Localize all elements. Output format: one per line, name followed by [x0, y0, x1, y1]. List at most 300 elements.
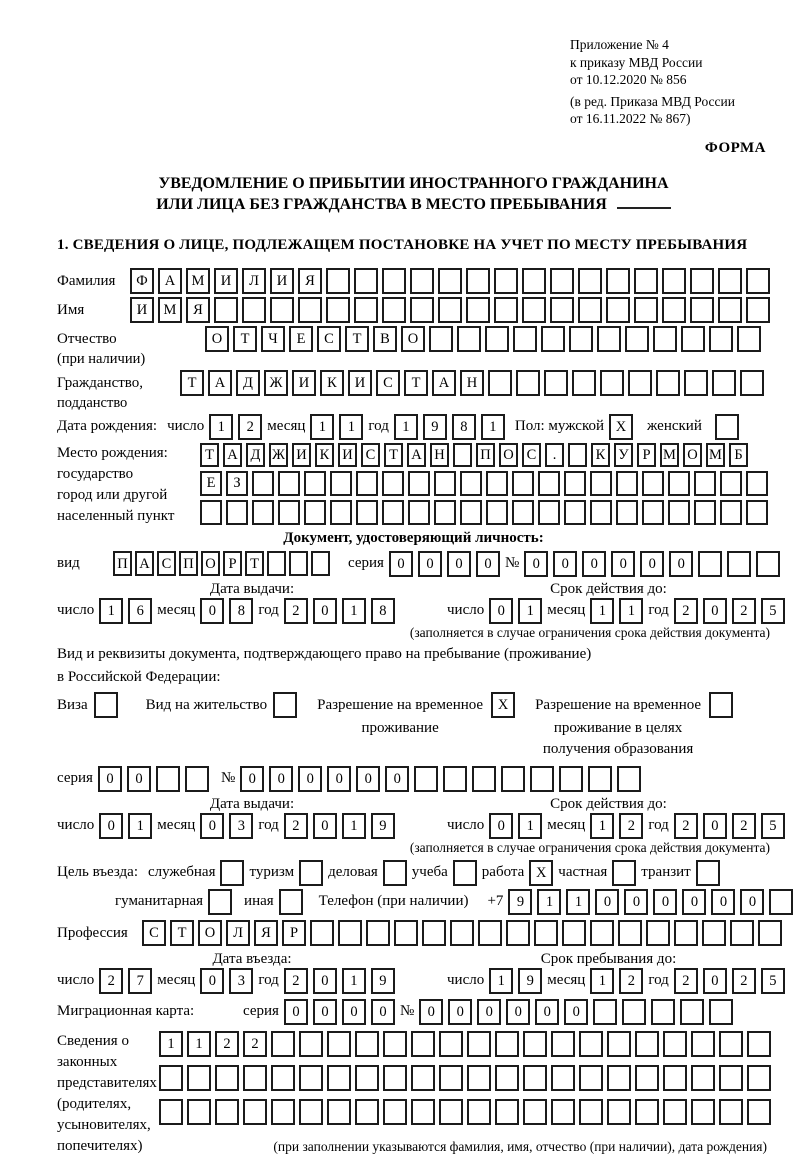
char-box[interactable]: 5	[761, 813, 785, 839]
char-box[interactable]: 2	[238, 414, 262, 440]
char-box[interactable]: Б	[729, 443, 748, 467]
char-box[interactable]	[578, 297, 602, 323]
char-box[interactable]	[226, 500, 248, 525]
char-box[interactable]: 2	[243, 1031, 267, 1057]
char-box[interactable]	[453, 860, 477, 886]
char-box[interactable]: Р	[223, 551, 242, 576]
char-box[interactable]	[327, 1065, 351, 1091]
char-box[interactable]	[252, 500, 274, 525]
char-box[interactable]: В	[373, 326, 397, 352]
char-box[interactable]: X	[491, 692, 515, 718]
char-box[interactable]	[634, 297, 658, 323]
purpose-private-checkbox[interactable]	[612, 860, 636, 886]
phone-field[interactable]	[508, 889, 793, 915]
char-box[interactable]	[271, 1031, 295, 1057]
char-box[interactable]	[635, 1031, 659, 1057]
char-box[interactable]	[579, 1031, 603, 1057]
stay-month-field[interactable]	[590, 968, 643, 994]
char-box[interactable]	[600, 370, 624, 396]
char-box[interactable]: 9	[518, 968, 542, 994]
char-box[interactable]: И	[338, 443, 357, 467]
char-box[interactable]	[516, 370, 540, 396]
char-box[interactable]	[635, 1099, 659, 1125]
char-box[interactable]	[289, 551, 308, 576]
char-box[interactable]: 0	[477, 999, 501, 1025]
char-box[interactable]	[208, 889, 232, 915]
char-box[interactable]: А	[208, 370, 232, 396]
char-box[interactable]	[488, 370, 512, 396]
char-box[interactable]	[719, 1065, 743, 1091]
char-box[interactable]: 0	[682, 889, 706, 915]
char-box[interactable]: Ж	[264, 370, 288, 396]
entry-year-field[interactable]	[284, 968, 395, 994]
char-box[interactable]: К	[315, 443, 334, 467]
identity-issue-day[interactable]	[99, 598, 152, 624]
char-box[interactable]	[355, 1099, 379, 1125]
purpose-humanitarian-checkbox[interactable]	[208, 889, 232, 915]
char-box[interactable]	[720, 471, 742, 496]
char-box[interactable]	[494, 297, 518, 323]
char-box[interactable]	[617, 766, 641, 792]
char-box[interactable]: 0	[524, 551, 548, 577]
char-box[interactable]: 0	[703, 813, 727, 839]
char-box[interactable]	[159, 1099, 183, 1125]
char-box[interactable]	[356, 471, 378, 496]
char-box[interactable]: 0	[476, 551, 500, 577]
residence-expiry-month[interactable]	[590, 813, 643, 839]
char-box[interactable]	[299, 1099, 323, 1125]
char-box[interactable]	[438, 297, 462, 323]
char-box[interactable]	[590, 500, 612, 525]
char-box[interactable]: 0	[200, 813, 224, 839]
char-box[interactable]: Т	[404, 370, 428, 396]
char-box[interactable]: 0	[447, 551, 471, 577]
char-box[interactable]	[382, 471, 404, 496]
char-box[interactable]	[310, 920, 334, 946]
purpose-official-checkbox[interactable]	[220, 860, 244, 886]
char-box[interactable]	[382, 297, 406, 323]
char-box[interactable]: М	[660, 443, 679, 467]
char-box[interactable]: Л	[226, 920, 250, 946]
char-box[interactable]: Ф	[130, 268, 154, 294]
char-box[interactable]: 1	[537, 889, 561, 915]
birth-place-field-row1[interactable]	[200, 443, 768, 467]
char-box[interactable]: С	[317, 326, 341, 352]
char-box[interactable]: 1	[481, 414, 505, 440]
char-box[interactable]: Т	[170, 920, 194, 946]
residence-issue-month[interactable]	[200, 813, 253, 839]
char-box[interactable]	[694, 471, 716, 496]
char-box[interactable]: 0	[653, 889, 677, 915]
char-box[interactable]	[691, 1031, 715, 1057]
char-box[interactable]	[590, 471, 612, 496]
char-box[interactable]	[668, 471, 690, 496]
char-box[interactable]	[740, 370, 764, 396]
char-box[interactable]	[681, 326, 705, 352]
char-box[interactable]: 0	[342, 999, 366, 1025]
char-box[interactable]	[663, 1065, 687, 1091]
char-box[interactable]	[408, 500, 430, 525]
char-box[interactable]: 2	[619, 968, 643, 994]
char-box[interactable]	[769, 889, 793, 915]
char-box[interactable]: 0	[506, 999, 530, 1025]
char-box[interactable]	[220, 860, 244, 886]
char-box[interactable]	[634, 268, 658, 294]
residence-issue-day[interactable]	[99, 813, 152, 839]
visa-checkbox[interactable]	[94, 692, 118, 718]
char-box[interactable]: 1	[566, 889, 590, 915]
doc-number-field[interactable]	[524, 551, 780, 577]
char-box[interactable]	[495, 1099, 519, 1125]
char-box[interactable]: 1	[187, 1031, 211, 1057]
char-box[interactable]	[612, 860, 636, 886]
char-box[interactable]	[550, 297, 574, 323]
char-box[interactable]: С	[157, 551, 176, 576]
residence-permit-checkbox[interactable]	[273, 692, 297, 718]
given-name-field[interactable]	[130, 297, 770, 323]
char-box[interactable]: И	[270, 268, 294, 294]
char-box[interactable]	[719, 1099, 743, 1125]
char-box[interactable]	[513, 326, 537, 352]
char-box[interactable]	[327, 1099, 351, 1125]
char-box[interactable]	[327, 1031, 351, 1057]
char-box[interactable]	[271, 1099, 295, 1125]
char-box[interactable]	[200, 500, 222, 525]
char-box[interactable]	[467, 1031, 491, 1057]
char-box[interactable]: 0	[269, 766, 293, 792]
char-box[interactable]	[278, 500, 300, 525]
char-box[interactable]	[355, 1065, 379, 1091]
char-box[interactable]: Я	[186, 297, 210, 323]
profession-field[interactable]	[142, 920, 782, 946]
char-box[interactable]: Т	[180, 370, 204, 396]
char-box[interactable]	[187, 1065, 211, 1091]
char-box[interactable]	[330, 500, 352, 525]
char-box[interactable]	[411, 1065, 435, 1091]
char-box[interactable]	[156, 766, 180, 792]
char-box[interactable]	[383, 1031, 407, 1057]
char-box[interactable]: У	[614, 443, 633, 467]
char-box[interactable]: Д	[236, 370, 260, 396]
char-box[interactable]: 0	[582, 551, 606, 577]
birth-place-field-row3[interactable]	[200, 500, 768, 525]
char-box[interactable]	[512, 500, 534, 525]
char-box[interactable]	[394, 920, 418, 946]
char-box[interactable]: 0	[200, 598, 224, 624]
representatives-field-row1[interactable]	[159, 1031, 771, 1057]
char-box[interactable]	[564, 471, 586, 496]
char-box[interactable]	[578, 268, 602, 294]
char-box[interactable]: З	[226, 471, 248, 496]
char-box[interactable]: 9	[508, 889, 532, 915]
char-box[interactable]	[243, 1065, 267, 1091]
char-box[interactable]	[616, 500, 638, 525]
identity-issue-year[interactable]	[284, 598, 395, 624]
char-box[interactable]	[271, 1065, 295, 1091]
residence-expiry-year[interactable]	[674, 813, 785, 839]
char-box[interactable]	[569, 326, 593, 352]
migration-number-field[interactable]	[419, 999, 733, 1025]
char-box[interactable]	[606, 297, 630, 323]
char-box[interactable]: Н	[430, 443, 449, 467]
char-box[interactable]: 9	[371, 968, 395, 994]
char-box[interactable]: Н	[460, 370, 484, 396]
char-box[interactable]: К	[591, 443, 610, 467]
char-box[interactable]: Ч	[261, 326, 285, 352]
char-box[interactable]	[299, 860, 323, 886]
char-box[interactable]	[439, 1099, 463, 1125]
char-box[interactable]: 0	[640, 551, 664, 577]
char-box[interactable]	[338, 920, 362, 946]
char-box[interactable]	[606, 268, 630, 294]
char-box[interactable]	[572, 370, 596, 396]
char-box[interactable]	[720, 500, 742, 525]
char-box[interactable]	[746, 297, 770, 323]
char-box[interactable]: 0	[703, 598, 727, 624]
char-box[interactable]: П	[179, 551, 198, 576]
char-box[interactable]	[541, 326, 565, 352]
char-box[interactable]: 1	[310, 414, 334, 440]
char-box[interactable]: С	[522, 443, 541, 467]
char-box[interactable]	[727, 551, 751, 577]
char-box[interactable]	[354, 268, 378, 294]
char-box[interactable]	[472, 766, 496, 792]
char-box[interactable]: 0	[740, 889, 764, 915]
char-box[interactable]	[718, 268, 742, 294]
char-box[interactable]	[215, 1099, 239, 1125]
char-box[interactable]	[698, 551, 722, 577]
char-box[interactable]	[486, 500, 508, 525]
char-box[interactable]	[663, 1031, 687, 1057]
char-box[interactable]: И	[292, 370, 316, 396]
char-box[interactable]	[354, 297, 378, 323]
char-box[interactable]: М	[706, 443, 725, 467]
char-box[interactable]: 1	[590, 598, 614, 624]
char-box[interactable]: 0	[389, 551, 413, 577]
char-box[interactable]: 9	[371, 813, 395, 839]
char-box[interactable]	[485, 326, 509, 352]
char-box[interactable]: .	[545, 443, 564, 467]
char-box[interactable]	[564, 500, 586, 525]
doc-series-field[interactable]	[389, 551, 500, 577]
stay-year-field[interactable]	[674, 968, 785, 994]
char-box[interactable]	[544, 370, 568, 396]
char-box[interactable]	[215, 1065, 239, 1091]
char-box[interactable]: Я	[298, 268, 322, 294]
char-box[interactable]: 2	[674, 813, 698, 839]
char-box[interactable]: 5	[761, 598, 785, 624]
temp-residence-checkbox[interactable]	[491, 692, 515, 718]
char-box[interactable]: X	[609, 414, 633, 440]
char-box[interactable]: 0	[240, 766, 264, 792]
char-box[interactable]: 0	[553, 551, 577, 577]
char-box[interactable]: Е	[289, 326, 313, 352]
char-box[interactable]: 0	[284, 999, 308, 1025]
char-box[interactable]: 0	[313, 999, 337, 1025]
char-box[interactable]: 0	[313, 813, 337, 839]
char-box[interactable]	[538, 500, 560, 525]
char-box[interactable]	[439, 1031, 463, 1057]
char-box[interactable]	[635, 1065, 659, 1091]
char-box[interactable]: О	[499, 443, 518, 467]
char-box[interactable]	[410, 297, 434, 323]
char-box[interactable]	[422, 920, 446, 946]
purpose-business-checkbox[interactable]	[383, 860, 407, 886]
char-box[interactable]	[429, 326, 453, 352]
identity-issue-month[interactable]	[200, 598, 253, 624]
char-box[interactable]	[383, 860, 407, 886]
char-box[interactable]	[411, 1099, 435, 1125]
char-box[interactable]: И	[214, 268, 238, 294]
char-box[interactable]	[618, 920, 642, 946]
char-box[interactable]: 1	[518, 813, 542, 839]
char-box[interactable]	[299, 1065, 323, 1091]
char-box[interactable]	[453, 443, 472, 467]
char-box[interactable]: 0	[385, 766, 409, 792]
char-box[interactable]	[668, 500, 690, 525]
char-box[interactable]: 2	[732, 968, 756, 994]
char-box[interactable]	[702, 920, 726, 946]
char-box[interactable]	[616, 471, 638, 496]
char-box[interactable]: 0	[489, 813, 513, 839]
char-box[interactable]	[408, 471, 430, 496]
char-box[interactable]	[355, 1031, 379, 1057]
char-box[interactable]: 1	[159, 1031, 183, 1057]
char-box[interactable]: Д	[246, 443, 265, 467]
char-box[interactable]	[273, 692, 297, 718]
char-box[interactable]	[382, 268, 406, 294]
char-box[interactable]	[538, 471, 560, 496]
char-box[interactable]: О	[683, 443, 702, 467]
identity-expiry-day[interactable]	[489, 598, 542, 624]
char-box[interactable]	[691, 1099, 715, 1125]
char-box[interactable]	[278, 471, 300, 496]
sex-female-checkbox[interactable]	[715, 414, 739, 440]
char-box[interactable]	[718, 297, 742, 323]
patronymic-field[interactable]	[205, 326, 761, 352]
char-box[interactable]: 1	[128, 813, 152, 839]
residence-issue-year[interactable]	[284, 813, 395, 839]
char-box[interactable]	[642, 500, 664, 525]
char-box[interactable]: 2	[619, 813, 643, 839]
char-box[interactable]: 1	[99, 598, 123, 624]
char-box[interactable]	[523, 1031, 547, 1057]
char-box[interactable]	[298, 297, 322, 323]
char-box[interactable]	[467, 1099, 491, 1125]
char-box[interactable]	[709, 692, 733, 718]
char-box[interactable]	[495, 1065, 519, 1091]
char-box[interactable]: Л	[242, 268, 266, 294]
sex-male-checkbox[interactable]	[609, 414, 633, 440]
char-box[interactable]	[715, 414, 739, 440]
char-box[interactable]: 8	[371, 598, 395, 624]
char-box[interactable]	[551, 1099, 575, 1125]
char-box[interactable]	[438, 268, 462, 294]
char-box[interactable]	[674, 920, 698, 946]
identity-expiry-month[interactable]	[590, 598, 643, 624]
char-box[interactable]: 1	[619, 598, 643, 624]
char-box[interactable]	[628, 370, 652, 396]
char-box[interactable]: 0	[418, 551, 442, 577]
char-box[interactable]	[758, 920, 782, 946]
char-box[interactable]: М	[158, 297, 182, 323]
char-box[interactable]	[522, 297, 546, 323]
char-box[interactable]: 3	[229, 968, 253, 994]
char-box[interactable]: 0	[611, 551, 635, 577]
char-box[interactable]	[382, 500, 404, 525]
purpose-transit-checkbox[interactable]	[696, 860, 720, 886]
char-box[interactable]	[696, 860, 720, 886]
birth-year-field[interactable]	[394, 414, 505, 440]
char-box[interactable]	[495, 1031, 519, 1057]
char-box[interactable]	[680, 999, 704, 1025]
char-box[interactable]: Р	[282, 920, 306, 946]
char-box[interactable]	[662, 268, 686, 294]
char-box[interactable]	[607, 1031, 631, 1057]
char-box[interactable]	[747, 1065, 771, 1091]
char-box[interactable]: Е	[200, 471, 222, 496]
char-box[interactable]: 2	[674, 598, 698, 624]
representatives-field-row3[interactable]	[159, 1099, 771, 1125]
char-box[interactable]: 1	[339, 414, 363, 440]
char-box[interactable]: 0	[419, 999, 443, 1025]
char-box[interactable]: 7	[128, 968, 152, 994]
char-box[interactable]: 1	[342, 598, 366, 624]
char-box[interactable]: И	[130, 297, 154, 323]
char-box[interactable]	[656, 370, 680, 396]
char-box[interactable]	[709, 326, 733, 352]
char-box[interactable]: 0	[371, 999, 395, 1025]
char-box[interactable]	[466, 297, 490, 323]
char-box[interactable]	[663, 1099, 687, 1125]
char-box[interactable]: 0	[298, 766, 322, 792]
char-box[interactable]: 6	[128, 598, 152, 624]
doc-kind-field[interactable]	[113, 551, 330, 576]
char-box[interactable]	[460, 500, 482, 525]
char-box[interactable]	[279, 889, 303, 915]
char-box[interactable]	[457, 326, 481, 352]
char-box[interactable]	[243, 1099, 267, 1125]
char-box[interactable]	[383, 1099, 407, 1125]
char-box[interactable]	[326, 297, 350, 323]
char-box[interactable]	[534, 920, 558, 946]
char-box[interactable]: 2	[284, 598, 308, 624]
char-box[interactable]	[311, 551, 330, 576]
char-box[interactable]: Т	[345, 326, 369, 352]
representatives-field-row2[interactable]	[159, 1065, 771, 1091]
char-box[interactable]: 2	[284, 968, 308, 994]
surname-field[interactable]	[130, 268, 770, 294]
char-box[interactable]: 3	[229, 813, 253, 839]
stay-day-field[interactable]	[489, 968, 542, 994]
char-box[interactable]	[159, 1065, 183, 1091]
char-box[interactable]	[270, 297, 294, 323]
char-box[interactable]	[550, 268, 574, 294]
char-box[interactable]	[330, 471, 352, 496]
char-box[interactable]	[467, 1065, 491, 1091]
birth-month-field[interactable]	[310, 414, 363, 440]
char-box[interactable]: 0	[98, 766, 122, 792]
char-box[interactable]	[512, 471, 534, 496]
char-box[interactable]	[304, 471, 326, 496]
char-box[interactable]: А	[223, 443, 242, 467]
purpose-other-checkbox[interactable]	[279, 889, 303, 915]
char-box[interactable]: С	[142, 920, 166, 946]
char-box[interactable]: 0	[564, 999, 588, 1025]
birth-place-field-row2[interactable]	[200, 471, 768, 496]
char-box[interactable]: 1	[590, 968, 614, 994]
char-box[interactable]	[466, 268, 490, 294]
